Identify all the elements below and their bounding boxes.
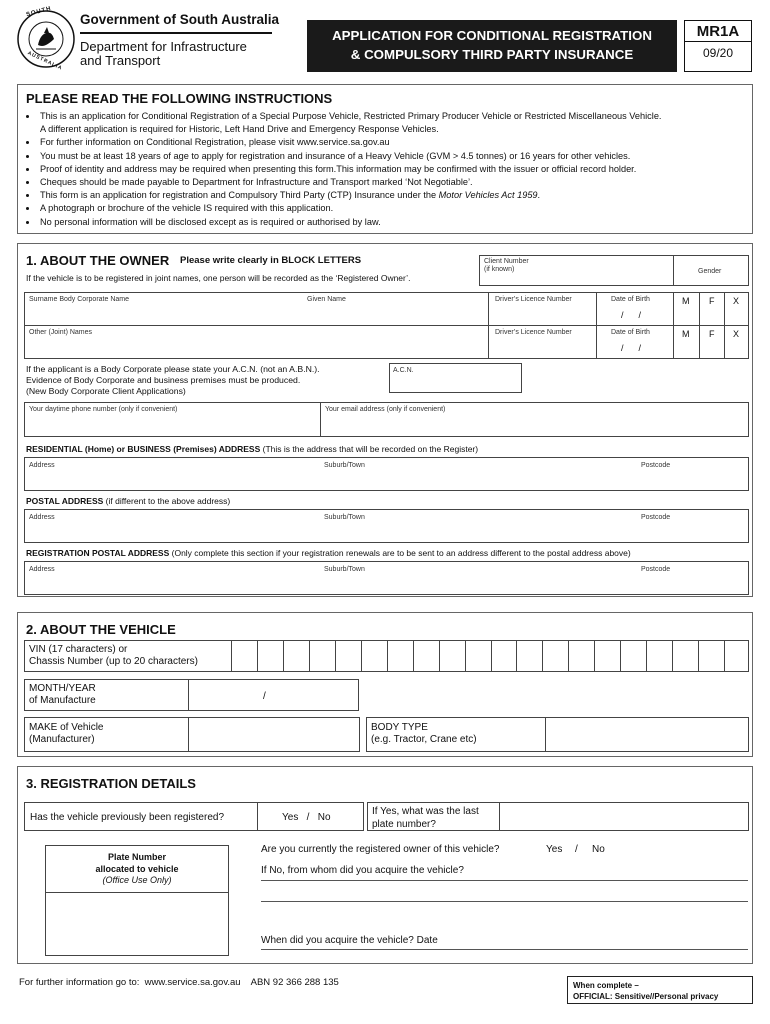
client-number-field[interactable] [479, 255, 674, 286]
seal-top-text: SOUTH [25, 5, 53, 19]
joint-gender-f-option[interactable] [699, 325, 725, 359]
postal-suburb-label: Suburb/Town [324, 514, 365, 521]
department-line2: and Transport [80, 53, 161, 68]
vin-character-cell[interactable] [413, 641, 439, 671]
vehicle-heading: 2. ABOUT THE VEHICLE [26, 622, 176, 637]
vin-character-cell[interactable] [724, 641, 750, 671]
plate-number-office-box [45, 845, 229, 956]
vin-character-cell[interactable] [335, 641, 361, 671]
given-name-label: Given Name [307, 296, 346, 303]
instructions-heading: PLEASE READ THE FOLLOWING INSTRUCTIONS [26, 91, 333, 106]
if-known-label: (if known) [484, 266, 515, 273]
joint-gender-x-label: X [733, 329, 740, 339]
vin-character-cell[interactable] [231, 641, 257, 671]
government-title: Government of South Australia [80, 12, 280, 27]
vin-character-cell[interactable] [672, 641, 698, 671]
gender-f-option[interactable] [699, 292, 725, 326]
joint-gender-m-label: M [682, 329, 690, 339]
vin-character-cell[interactable] [698, 641, 724, 671]
gender-x-label: X [733, 296, 740, 306]
instruction-item: • Proof of identity and address may be required when presenting this form.This information may be confirmed with the issuer or official record holder. [38, 163, 745, 176]
make-field[interactable] [24, 717, 360, 752]
postal-address-heading: POSTAL ADDRESS (if different to the above address) [26, 496, 231, 506]
dob-slashes: / / [621, 310, 642, 320]
residential-address-heading: RESIDENTIAL (Home) or BUSINESS (Premises) ADDRESS (This is the address that will be recorded on the Register) [26, 444, 479, 454]
vin-character-cell[interactable] [439, 641, 465, 671]
vehicle-section [17, 612, 753, 757]
acquired-from-question: If No, from whom did you acquire the vehicle? [261, 865, 464, 876]
joint-date-of-birth-field[interactable] [596, 325, 674, 359]
postal-postcode-label: Postcode [641, 514, 671, 521]
residential-postcode-label: Postcode [641, 462, 671, 469]
reg-postal-suburb-label: Suburb/Town [324, 566, 365, 573]
vin-character-cell[interactable] [516, 641, 542, 671]
instruction-item: • No personal information will be disclosed except as is required or authorised by law. [38, 216, 745, 229]
current-owner-yes[interactable]: Yes [546, 844, 563, 855]
acquired-from-line2[interactable] [261, 901, 748, 902]
licence-number-field[interactable] [488, 292, 597, 326]
owner-subheading: Please write clearly in BLOCK LETTERS [180, 255, 362, 266]
joint-names-note: If the vehicle is to be registered in joint names, one person will be recorded as the ‘Registered Owner’. [26, 273, 411, 283]
email-field[interactable] [320, 402, 749, 437]
instructions-list [23, 110, 745, 229]
current-owner-separator: / [575, 844, 578, 855]
gender-m-option[interactable] [673, 292, 700, 326]
body-type-label: BODY TYPE (e.g. Tractor, Crane etc) [371, 722, 477, 745]
vin-character-cells[interactable] [231, 641, 750, 671]
form-version: 09/20 [702, 46, 734, 60]
owner-section [17, 243, 753, 597]
email-label: Your email address (only if convenient) [325, 406, 446, 413]
acquired-date-line[interactable] [261, 949, 748, 950]
date-of-birth-field[interactable] [596, 292, 674, 326]
registration-postal-address-heading: REGISTRATION POSTAL ADDRESS (Only complete this section if your registration renewals are to be sent to an address different to the postal address above) [26, 548, 631, 558]
gender-label: Gender [698, 268, 722, 275]
vin-character-cell[interactable] [465, 641, 491, 671]
other-names-label: Other (Joint) Names [29, 329, 93, 336]
reg-postal-postcode-label: Postcode [641, 566, 671, 573]
instruction-item: • A photograph or brochure of the vehicle IS required with this application. [38, 202, 745, 215]
classification-box [567, 976, 753, 1004]
instruction-item: • This form is an application for registration and Compulsory Third Party (CTP) Insurance under the Motor Vehicles Act 1959. [38, 189, 745, 202]
form-title-banner [307, 20, 677, 72]
joint-dob-slashes: / / [621, 343, 642, 353]
vin-character-cell[interactable] [491, 641, 517, 671]
vin-character-cell[interactable] [387, 641, 413, 671]
gender-f-label: F [709, 296, 715, 306]
acn-note: If the applicant is a Body Corporate please state your A.C.N. (not an A.B.N.). Evidence of Body Corporate and business premises must be produced. (New Body Corporate Client Applications) [26, 364, 320, 396]
plate-number-office-label: Plate Number allocated to vehicle (Office Use Only) [95, 852, 179, 885]
dob-label: Date of Birth [611, 296, 650, 303]
vin-character-cell[interactable] [646, 641, 672, 671]
acquired-from-line1[interactable] [261, 880, 748, 881]
vin-character-cell[interactable] [568, 641, 594, 671]
residential-suburb-label: Suburb/Town [324, 462, 365, 469]
manufacture-date-label: MONTH/YEAR of Manufacture [29, 683, 96, 706]
registration-postal-address-field[interactable] [24, 561, 749, 595]
residential-address-field[interactable] [24, 457, 749, 491]
joint-gender-m-option[interactable] [673, 325, 700, 359]
body-type-field[interactable] [366, 717, 749, 752]
vin-character-cell[interactable] [309, 641, 335, 671]
last-plate-label: If Yes, what was the last plate number? [372, 806, 479, 830]
seal-bottom-text: AUSTRALIA [26, 50, 64, 72]
acn-field[interactable] [389, 363, 522, 393]
form-title-line1: APPLICATION FOR CONDITIONAL REGISTRATION [332, 28, 652, 43]
instructions-section [17, 84, 753, 234]
gender-x-option[interactable] [724, 292, 749, 326]
instruction-item: • For further information on Conditional Registration, please visit www.service.sa.gov.au [38, 136, 745, 149]
manufacture-date-field[interactable] [24, 679, 359, 711]
manufacture-date-slash: / [263, 691, 266, 702]
licence-label: Driver’s Licence Number [495, 296, 572, 303]
registration-heading: 3. REGISTRATION DETAILS [26, 776, 196, 791]
header-rule [80, 32, 272, 34]
residential-address-label: Address [29, 462, 55, 469]
postal-address-label: Address [29, 514, 55, 521]
vin-character-cell[interactable] [361, 641, 387, 671]
phone-label: Your daytime phone number (only if convenient) [29, 406, 178, 413]
gender-header [673, 255, 749, 286]
other-names-field[interactable] [24, 325, 489, 359]
joint-dob-label: Date of Birth [611, 329, 650, 336]
vin-character-cell[interactable] [542, 641, 568, 671]
yes-no-label: Yes / No [282, 812, 331, 823]
vin-character-cell[interactable] [283, 641, 309, 671]
instruction-item: • You must be at least 18 years of age to apply for registration and insurance of a Heavy Vehicle (GVM > 4.5 tonnes) or 16 years for other vehicles. [38, 150, 745, 163]
classification-label: When complete – OFFICIAL: Sensitive//Personal privacy [573, 981, 719, 1001]
last-plate-number-field[interactable] [367, 802, 749, 831]
form-title-line2: & COMPULSORY THIRD PARTY INSURANCE [350, 47, 634, 62]
current-owner-question: Are you currently the registered owner of this vehicle? [261, 844, 500, 855]
previously-registered-label: Has the vehicle previously been registered? [30, 812, 224, 823]
vin-field[interactable] [24, 640, 749, 672]
postal-address-field[interactable] [24, 509, 749, 543]
instruction-item: • Cheques should be made payable to Department for Infrastructure and Transport marked ‘Not Negotiable’. [38, 176, 745, 189]
acn-label: A.C.N. [393, 367, 414, 374]
footer-info: For further information go to: www.service.sa.gov.au ABN 92 366 288 135 [19, 977, 339, 988]
instruction-item: • This is an application for Conditional Registration of a Special Purpose Vehicle, Restricted Primary Producer Vehicle or Restricted Miscellaneous Vehicle. A different application is required for Historic, Left Hand Drive and Emergency Response Vehicles. [38, 110, 745, 136]
reg-postal-address-label: Address [29, 566, 55, 573]
gender-m-label: M [682, 296, 690, 306]
joint-gender-f-label: F [709, 329, 715, 339]
department-line1: Department for Infrastructure [80, 39, 247, 54]
previously-registered-yes-no[interactable] [257, 802, 364, 831]
form-code: MR1A [696, 23, 740, 40]
current-owner-no[interactable]: No [592, 844, 605, 855]
vin-character-cell[interactable] [620, 641, 646, 671]
registration-section [17, 766, 753, 964]
previously-registered-question [24, 802, 258, 831]
joint-gender-x-option[interactable] [724, 325, 749, 359]
form-code-box [684, 20, 752, 72]
vin-character-cell[interactable] [257, 641, 283, 671]
joint-licence-number-field[interactable] [488, 325, 597, 359]
vin-label: VIN (17 characters) or Chassis Number (up to 20 characters) [29, 644, 198, 667]
phone-field[interactable] [24, 402, 321, 437]
acquired-date-question: When did you acquire the vehicle? Date [261, 935, 438, 946]
surname-label: Surname Body Corporate Name [29, 296, 129, 303]
make-label: MAKE of Vehicle (Manufacturer) [29, 722, 104, 745]
vin-character-cell[interactable] [594, 641, 620, 671]
owner-heading: 1. ABOUT THE OWNER [26, 253, 170, 268]
client-number-label: Client Number [484, 258, 529, 265]
surname-field[interactable] [24, 292, 489, 326]
joint-licence-label: Driver’s Licence Number [495, 329, 572, 336]
